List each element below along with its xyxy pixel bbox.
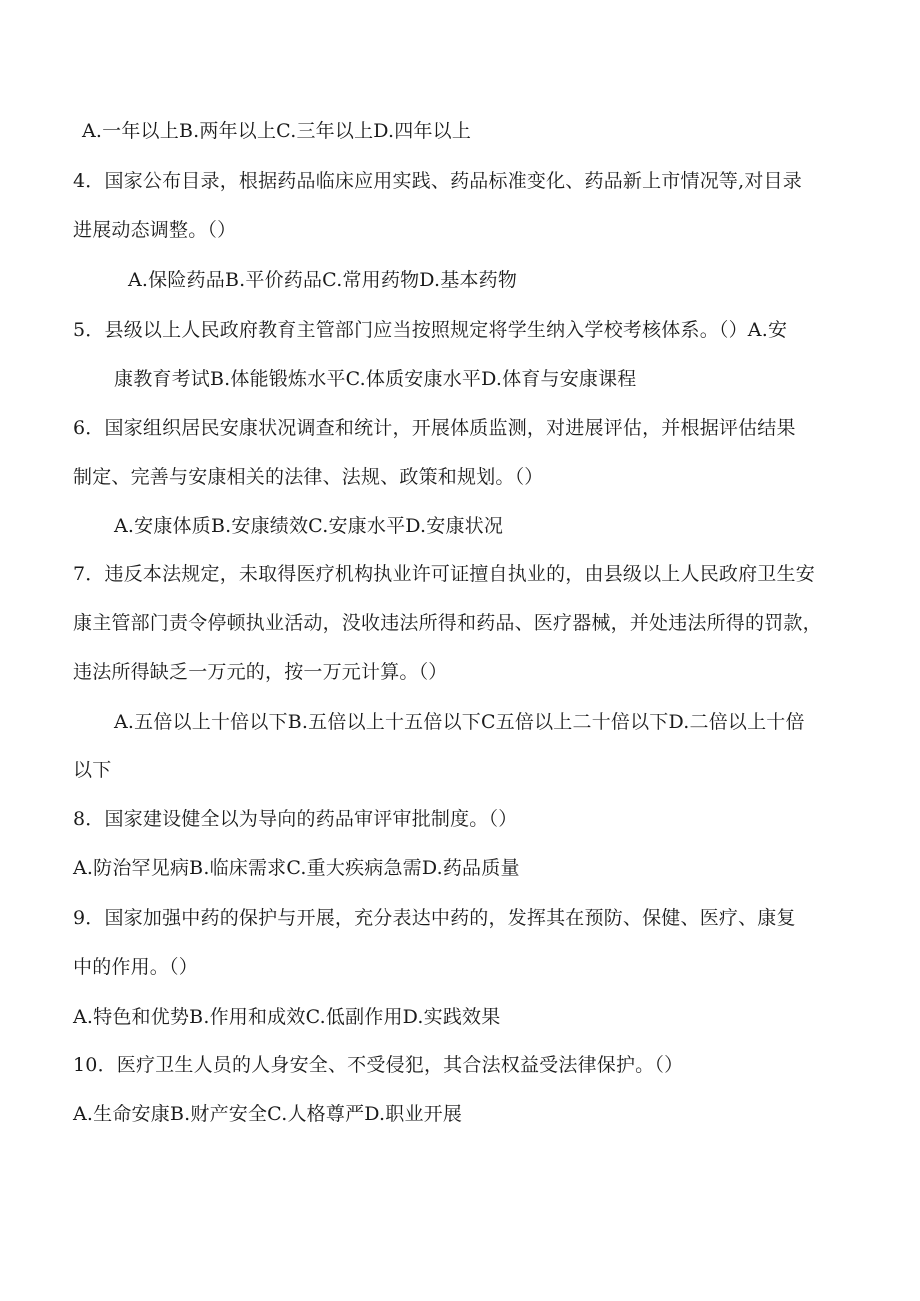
q10-stem: 10．医疗卫生人员的人身安全、不受侵犯，其合法权益受法律保护。（） — [73, 1054, 684, 1076]
q7-options-line1: A.五倍以上十倍以下B.五倍以上十五倍以下C五倍以上二十倍以下D.二倍以上十倍 — [114, 711, 805, 733]
q5-stem-line2: 康教育考试B.体能锻炼水平C.体质安康水平D.体育与安康课程 — [114, 368, 637, 390]
q6-options: A.安康体质B.安康绩效C.安康水平D.安康状况 — [114, 515, 504, 537]
q9-options: A.特色和优势B.作用和成效C.低副作用D.实践效果 — [73, 1006, 501, 1028]
q5-stem-line1: 5．县级以上人民政府教育主管部门应当按照规定将学生纳入学校考核体系。（）A.安 — [73, 319, 788, 341]
q4-stem-line1: 4．国家公布目录，根据药品临床应用实践、药品标准变化、药品新上市情况等,对目录 — [73, 170, 802, 192]
q3-options: A.一年以上B.两年以上C.三年以上D.四年以上 — [82, 120, 472, 142]
q7-stem-line1: 7．违反本法规定，未取得医疗机构执业许可证擅自执业的，由县级以上人民政府卫生安 — [73, 563, 815, 585]
q9-stem-line1: 9．国家加强中药的保护与开展，充分表达中药的，发挥其在预防、保健、医疗、康复 — [73, 907, 796, 929]
q4-options: A.保险药品B.平价药品C.常用药物D.基本药物 — [128, 269, 518, 291]
q7-options-line2: 以下 — [73, 759, 112, 781]
q10-options: A.生命安康B.财产安全C.人格尊严D.职业开展 — [73, 1103, 463, 1125]
q8-stem: 8．国家建设健全以为导向的药品审评审批制度。（） — [73, 808, 518, 830]
q6-stem-line1: 6．国家组织居民安康状况调查和统计，开展体质监测，对进展评估，并根据评估结果 — [73, 417, 796, 439]
q6-stem-line2: 制定、完善与安康相关的法律、法规、政策和规划。（） — [73, 466, 544, 488]
q4-stem-line2: 进展动态调整。（） — [73, 219, 237, 241]
q7-stem-line3: 违法所得缺乏一万元的，按一万元计算。（） — [73, 661, 448, 683]
q8-options: A.防治罕见病B.临床需求C.重大疾病急需D.药品质量 — [73, 857, 520, 879]
q9-stem-line2: 中的作用。（） — [73, 956, 198, 978]
q7-stem-line2: 康主管部门责令停顿执业活动，没收违法所得和药品、医疗器械，并处违法所得的罚款， — [73, 612, 822, 634]
